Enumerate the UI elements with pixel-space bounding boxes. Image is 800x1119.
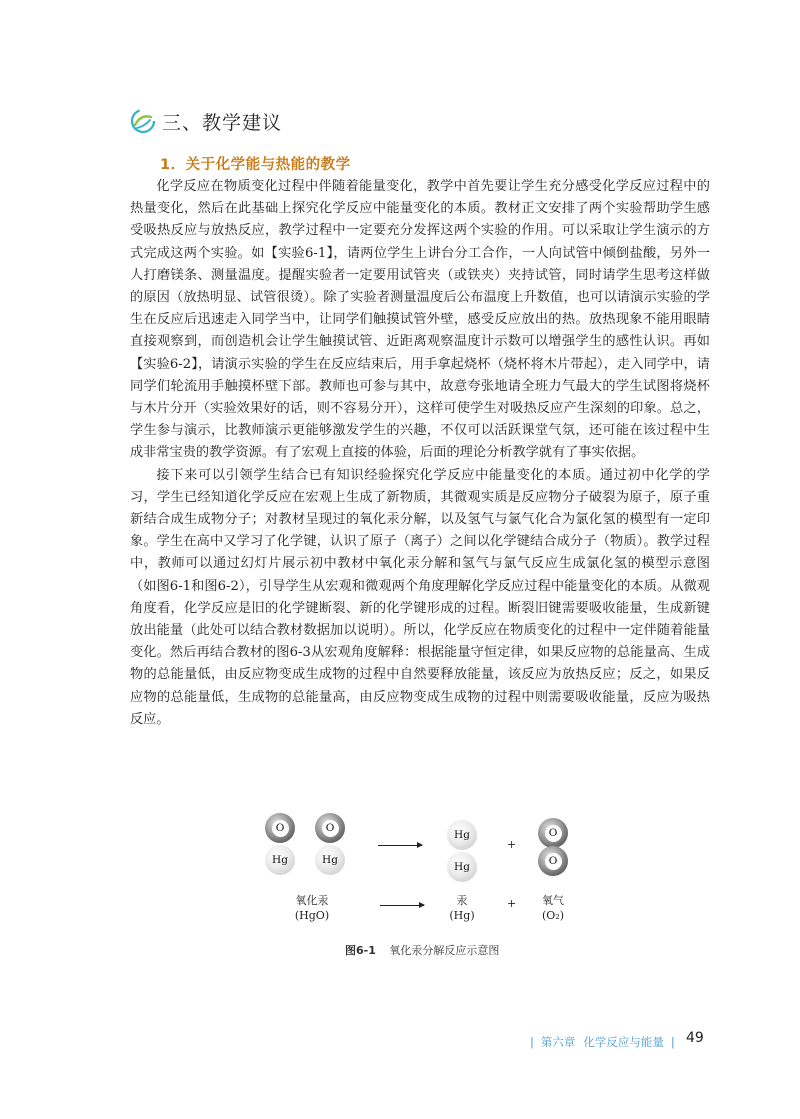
plus-sign: + — [507, 897, 517, 910]
divider: | — [530, 1035, 534, 1049]
product-label-mercury: 汞 (Hg) — [449, 894, 475, 922]
mercury-atom: Hg — [315, 845, 345, 875]
mercury-atom: Hg — [447, 820, 477, 850]
figure-hgo-decomposition — [250, 808, 590, 958]
swirl-logo-icon — [130, 108, 156, 134]
figure-caption-text: 氧化汞分解反应示意图 — [389, 944, 500, 957]
subsection-title: 1．关于化学能与热能的教学 — [160, 157, 351, 173]
mercury-atom: Hg — [447, 852, 477, 882]
page-footer — [523, 1034, 682, 1050]
product-label-oxygen: 氧气 (O₂) — [541, 894, 564, 922]
footer-title: 化学反应与能量 — [583, 1035, 664, 1049]
body-text — [130, 176, 710, 731]
mercury-atom: Hg — [265, 845, 295, 875]
paragraph: 化学反应在物质变化过程中伴随着能量变化，教学中首先要让学生充分感受化学反应过程中的热量变化，然后在此基础上探究化学反应中能量变化的本质。教材正文安排了两个实验帮助学生感受吸热反应与放热反应，教学过程中一定要充分发挥这两个实验的作用。可以采取让学生演示的方式完成这两个实验。如【实验6-1】，请两位学生上讲台分工合作，一人向试管中倾倒盐酸，另外一人打磨镁条、测量温度。提醒实验者一定要用试管夹（或铁夹）夹持试管，同时请学生思考这样做的原因（放热明显、试管很烫）。除了实验者测量温度后公布温度上升数值，也可以请演示实验的学生在反应后迅速走入同学当中，让同学们触摸试管外壁，感受反应放出的热。放热现象不能用眼睛直接观察到，而创造机会让学生触摸试管、近距离观察温度计示数可以增强学生的感性认识。再如【实验6-2】，请演示实验的学生在反应结束后，用手拿起烧杯（烧杯将木片带起），走入同学中，请同学们轮流用手触摸杯壁下部。教师也可参与其中，故意夸张地请全班力气最大的学生试图将烧杯与木片分开（实验效果好的话，则不容易分开），这样可使学生对吸热反应产生深刻的印象。总之，学生参与演示，比教师演示更能够激发学生的兴趣，不仅可以活跃课堂气氛，还可能在该过程中生成非常宝贵的教学资源。有了宏观上直接的体验，后面的理论分析教学就有了事实依据。 — [130, 179, 710, 461]
reactant-label: 氧化汞 (HgO) — [294, 894, 330, 922]
plus-sign: + — [507, 838, 517, 851]
page-number: 49 — [686, 1030, 704, 1046]
reaction-arrow — [380, 905, 424, 906]
paragraph: 接下来可以引领学生结合已有知识经验探究化学反应中能量变化的本质。通过初中化学的学习，学生已经知道化学反应在宏观上生成了新物质，其微观实质是反应物分子破裂为原子，原子重新结合成生成物分子；对教材呈现过的氧化汞分解，以及氢气与氯气化合为氯化氢的模型有一定印象。学生在高中又学习了化学键，认识了原子（离子）之间以化学键结合成分子（物质）。教学过程中，教师可以通过幻灯片展示初中教材中氧化汞分解和氢气与氯气反应生成氯化氢的模型示意图（如图6-1和图6-2），引导学生从宏观和微观两个角度理解化学反应过程中能量变化的本质。从微观角度看，化学反应是旧的化学键断裂、新的化学键形成的过程。断裂旧键需要吸收能量，生成新键放出能量（此处可以结合教材数据加以说明）。所以，化学反应在物质变化的过程中一定伴随着能量变化。然后再结合教材的图6-3从宏观角度解释：根据能量守恒定律，如果反应物的总能量高、生成物的总能量低，由反应物变成生成物的过程中自然要释放能量，该反应为放热反应；反之，如果反应物的总能量低，生成物的总能量高，由反应物变成生成物的过程中则需要吸收能量，反应为吸热反应。 — [130, 467, 710, 727]
figure-caption — [345, 942, 499, 958]
figure-caption-number: 图6-1 — [345, 944, 376, 957]
section-title: 三、教学建议 — [162, 111, 283, 134]
oxygen-atom: O — [265, 813, 295, 843]
section-header — [130, 106, 282, 136]
oxygen-atom: O — [538, 818, 568, 848]
oxygen-atom: O — [538, 846, 568, 876]
footer-chapter: 第六章 — [540, 1035, 576, 1049]
reaction-arrow — [378, 845, 422, 846]
divider: | — [670, 1035, 675, 1049]
oxygen-atom: O — [315, 813, 345, 843]
